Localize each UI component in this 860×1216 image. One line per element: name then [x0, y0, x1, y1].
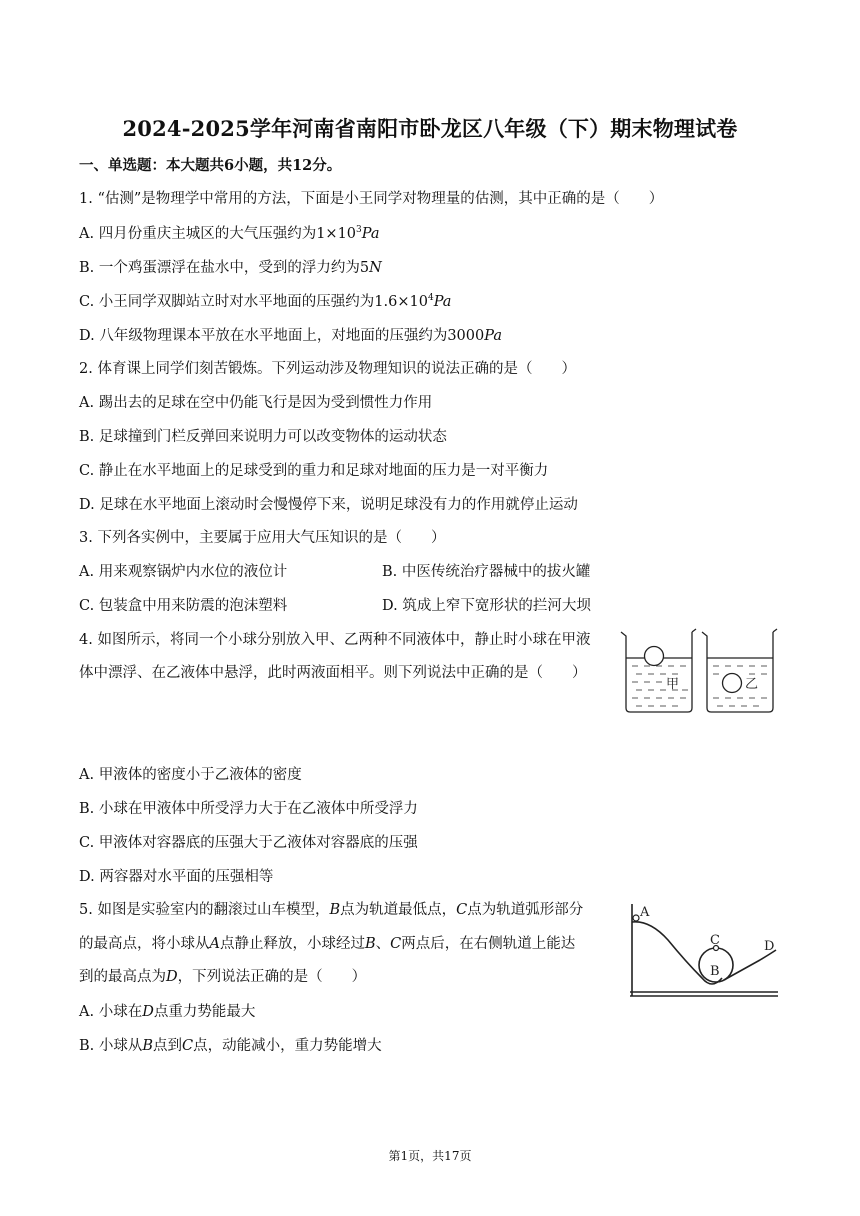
beaker-jia: [621, 629, 696, 712]
q5-stem-line1: 5. 如图是实验室内的翻滚过山车模型，B点为轨道最低点，C点为轨道弧形部分: [79, 902, 584, 918]
q3-option-b: B. 中医传统治疗器械中的拔火罐: [382, 564, 591, 580]
q3-option-c: C. 包装盒中用来防震的泡沫塑料: [79, 598, 288, 614]
q4-stem-line1: 4. 如图所示，将同一个小球分别放入甲、乙两种不同液体中，静止时小球在甲液: [79, 632, 591, 648]
section-heading: 一、单选题：本大题共6小题，共12分。: [79, 157, 342, 174]
q1-option-b: B. 一个鸡蛋漂浮在盐水中，受到的浮力约为5N: [79, 260, 382, 276]
q1-option-a: A. 四月份重庆主城区的大气压强约为$1\times 10^3Pa$: [79, 225, 380, 242]
label-d: D: [764, 939, 775, 954]
q1-option-c: C. 小王同学双脚站立时对水平地面的压强约为$1.6\times 10^4Pa$: [79, 293, 452, 310]
q3-option-d: D. 筑成上窄下宽形状的拦河大坝: [382, 598, 591, 614]
q1-stem: 1. “估测”是物理学中常用的方法，下面是小王同学对物理量的估测，其中正确的是（ ）: [79, 191, 664, 207]
q4-option-b: B. 小球在甲液体中所受浮力大于在乙液体中所受浮力: [79, 801, 418, 817]
q5-option-a: A. 小球在D点重力势能最大: [79, 1004, 256, 1020]
page-footer: 第1页，共17页: [388, 1149, 472, 1163]
q4-option-c: C. 甲液体对容器底的压强大于乙液体对容器底的压强: [79, 835, 418, 851]
label-yi: 乙: [745, 677, 759, 692]
q5-option-b: B. 小球从B点到C点，动能减小，重力势能增大: [79, 1038, 382, 1054]
ball-floating: [645, 647, 664, 666]
q2-option-d: D. 足球在水平地面上滚动时会慢慢停下来，说明足球没有力的作用就停止运动: [79, 497, 578, 513]
ball-suspended: [723, 674, 742, 693]
label-jia: 甲: [666, 677, 680, 692]
roller-coaster-figure: [620, 898, 782, 1000]
q3-option-a: A. 用来观察锅炉内水位的液位计: [79, 564, 288, 580]
label-c: C: [710, 933, 720, 948]
q3-stem: 3. 下列各实例中，主要属于应用大气压知识的是（ ）: [79, 530, 446, 546]
liquid-jia: [632, 666, 688, 706]
beakers-figure: [618, 626, 780, 716]
exam-title: 2024-2025学年河南省南阳市卧龙区八年级（下）期末物理试卷: [122, 116, 738, 141]
label-a: A: [640, 905, 650, 920]
q1-option-d: D. 八年级物理课本平放在水平地面上，对地面的压强约为3000Pa: [79, 328, 502, 344]
q2-stem: 2. 体育课上同学们刻苦锻炼。下列运动涉及物理知识的说法正确的是（ ）: [79, 361, 576, 377]
q4-stem-line2: 体中漂浮、在乙液体中悬浮，此时两液面相平。则下列说法中正确的是（ ）: [79, 665, 587, 681]
beaker-yi: [702, 629, 777, 712]
q4-option-a: A. 甲液体的密度小于乙液体的密度: [79, 767, 302, 783]
label-b: B: [710, 964, 720, 979]
q4-option-d: D. 两容器对水平面的压强相等: [79, 869, 274, 885]
q2-option-c: C. 静止在水平地面上的足球受到的重力和足球对地面的压力是一对平衡力: [79, 463, 549, 479]
q2-option-a: A. 踢出去的足球在空中仍能飞行是因为受到惯性力作用: [79, 395, 433, 411]
q2-option-b: B. 足球撞到门栏反弹回来说明力可以改变物体的运动状态: [79, 429, 447, 445]
ball-at-a: [633, 915, 639, 921]
q5-stem-line2: 的最高点，将小球从A点静止释放，小球经过B、C两点后，在右侧轨道上能达: [79, 936, 576, 952]
q5-stem-line3: 到的最高点为D，下列说法正确的是（ ）: [79, 969, 367, 985]
